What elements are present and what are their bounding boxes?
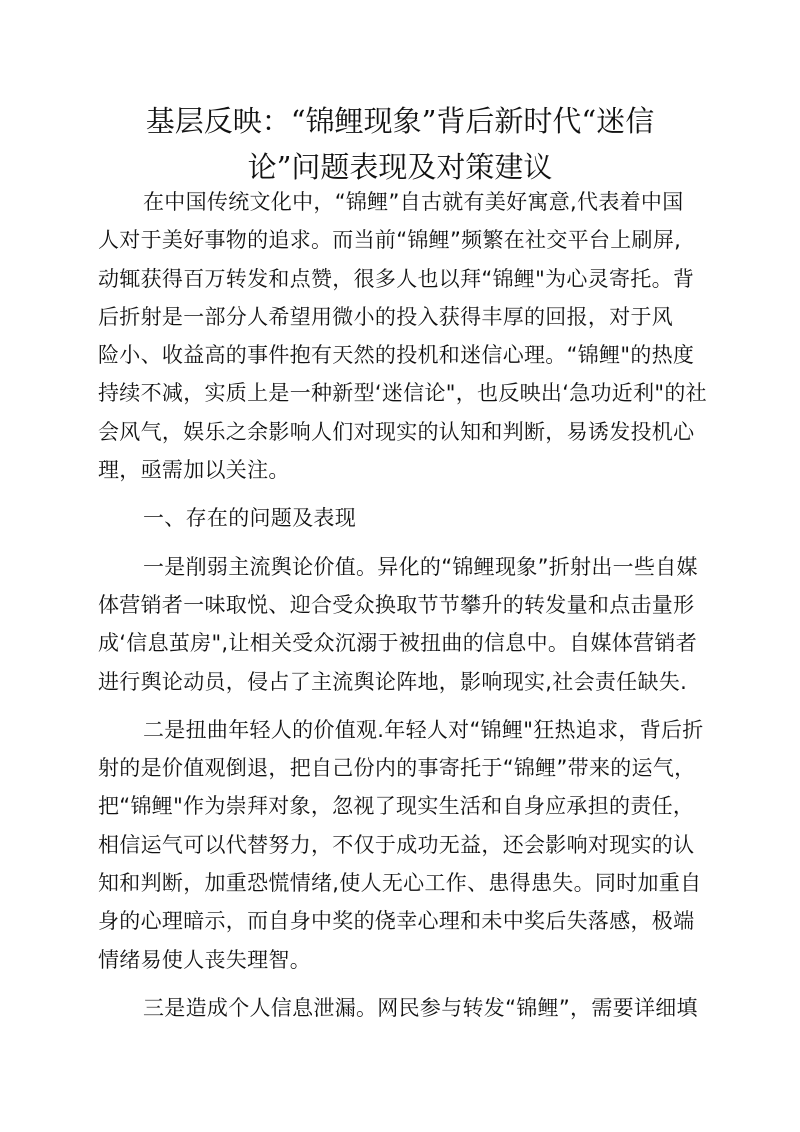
text-line: 身的心理暗示，而自身中奖的侥幸心理和未中奖后失落感，极端 (98, 909, 695, 934)
point-two-paragraph (98, 711, 704, 979)
spacer (98, 701, 698, 711)
text-line: 一、存在的问题及表现 (143, 506, 356, 531)
point-one-paragraph (98, 548, 698, 701)
text-line: 情绪易使人丧失理智。 (98, 947, 311, 972)
text-line: 理，亟需加以关注。 (98, 458, 290, 483)
document-body (98, 183, 707, 1027)
title-line-2: 论”问题表现及对策建议 (247, 150, 553, 184)
spacer (98, 538, 698, 548)
point-three-paragraph (98, 989, 698, 1027)
text-line: 三是造成个人信息泄漏。网民参与转发“锦鲤”，需要详细填 (143, 995, 698, 1020)
text-line: 在中国传统文化中，“锦鲤”自古就有美好寓意,代表着中国 (143, 190, 684, 214)
text-line: 一是削弱主流舆论价值。异化的“锦鲤现象”折射出一些自媒 (143, 554, 698, 579)
text-line: 体营销者一味取悦、迎合受众换取节节攀升的转发量和点击量形 (98, 592, 695, 617)
title-line-1: 基层反映：“锦鲤现象”背后新时代“迷信 (145, 104, 655, 138)
section-heading (98, 499, 698, 537)
text-line: 会风气，娱乐之余影响人们对现实的认知和判断，易诱发投机心 (98, 419, 695, 444)
intro-paragraph (98, 183, 707, 489)
text-line: 人对于美好事物的追求。而当前“锦鲤”频繁在社交平台上刷屏, (98, 228, 682, 253)
text-line: 把“锦鲤"作为崇拜对象，忽视了现实生活和自身应承担的责任， (98, 794, 695, 819)
spacer (98, 979, 698, 989)
text-line: 相信运气可以代替努力，不仅于成功无益，还会影响对现实的认 (98, 832, 695, 857)
text-line: 二是扭曲年轻人的价值观.年轻人对“锦鲤"狂热追求，背后折 (143, 717, 704, 742)
text-line: 持续不减，实质上是一种新型‘迷信论"，也反映出‘急功近利"的社 (98, 381, 707, 406)
document-title (100, 98, 700, 190)
text-line: 动辄获得百万转发和点赞，很多人也以拜“锦鲤"为心灵寄托。背 (98, 266, 695, 291)
text-line: 知和判断，加重恐慌情绪,使人无心工作、患得患失。同时加重自 (98, 871, 702, 896)
text-line: 后折射是一部分人希望用微小的投入获得丰厚的回报，对于风 (98, 304, 674, 329)
text-line: 成‘信息茧房",让相关受众沉溺于被扭曲的信息中。自媒体营销者 (98, 631, 698, 656)
spacer (98, 489, 698, 499)
text-line: 射的是价值观倒退，把自己份内的事寄托于“锦鲤”带来的运气， (98, 756, 696, 781)
text-line: 险小、收益高的事件抱有天然的投机和迷信心理。“锦鲤"的热度 (98, 343, 695, 368)
text-line: 进行舆论动员，侵占了主流舆论阵地，影响现实,社会责任缺失. (98, 669, 688, 694)
